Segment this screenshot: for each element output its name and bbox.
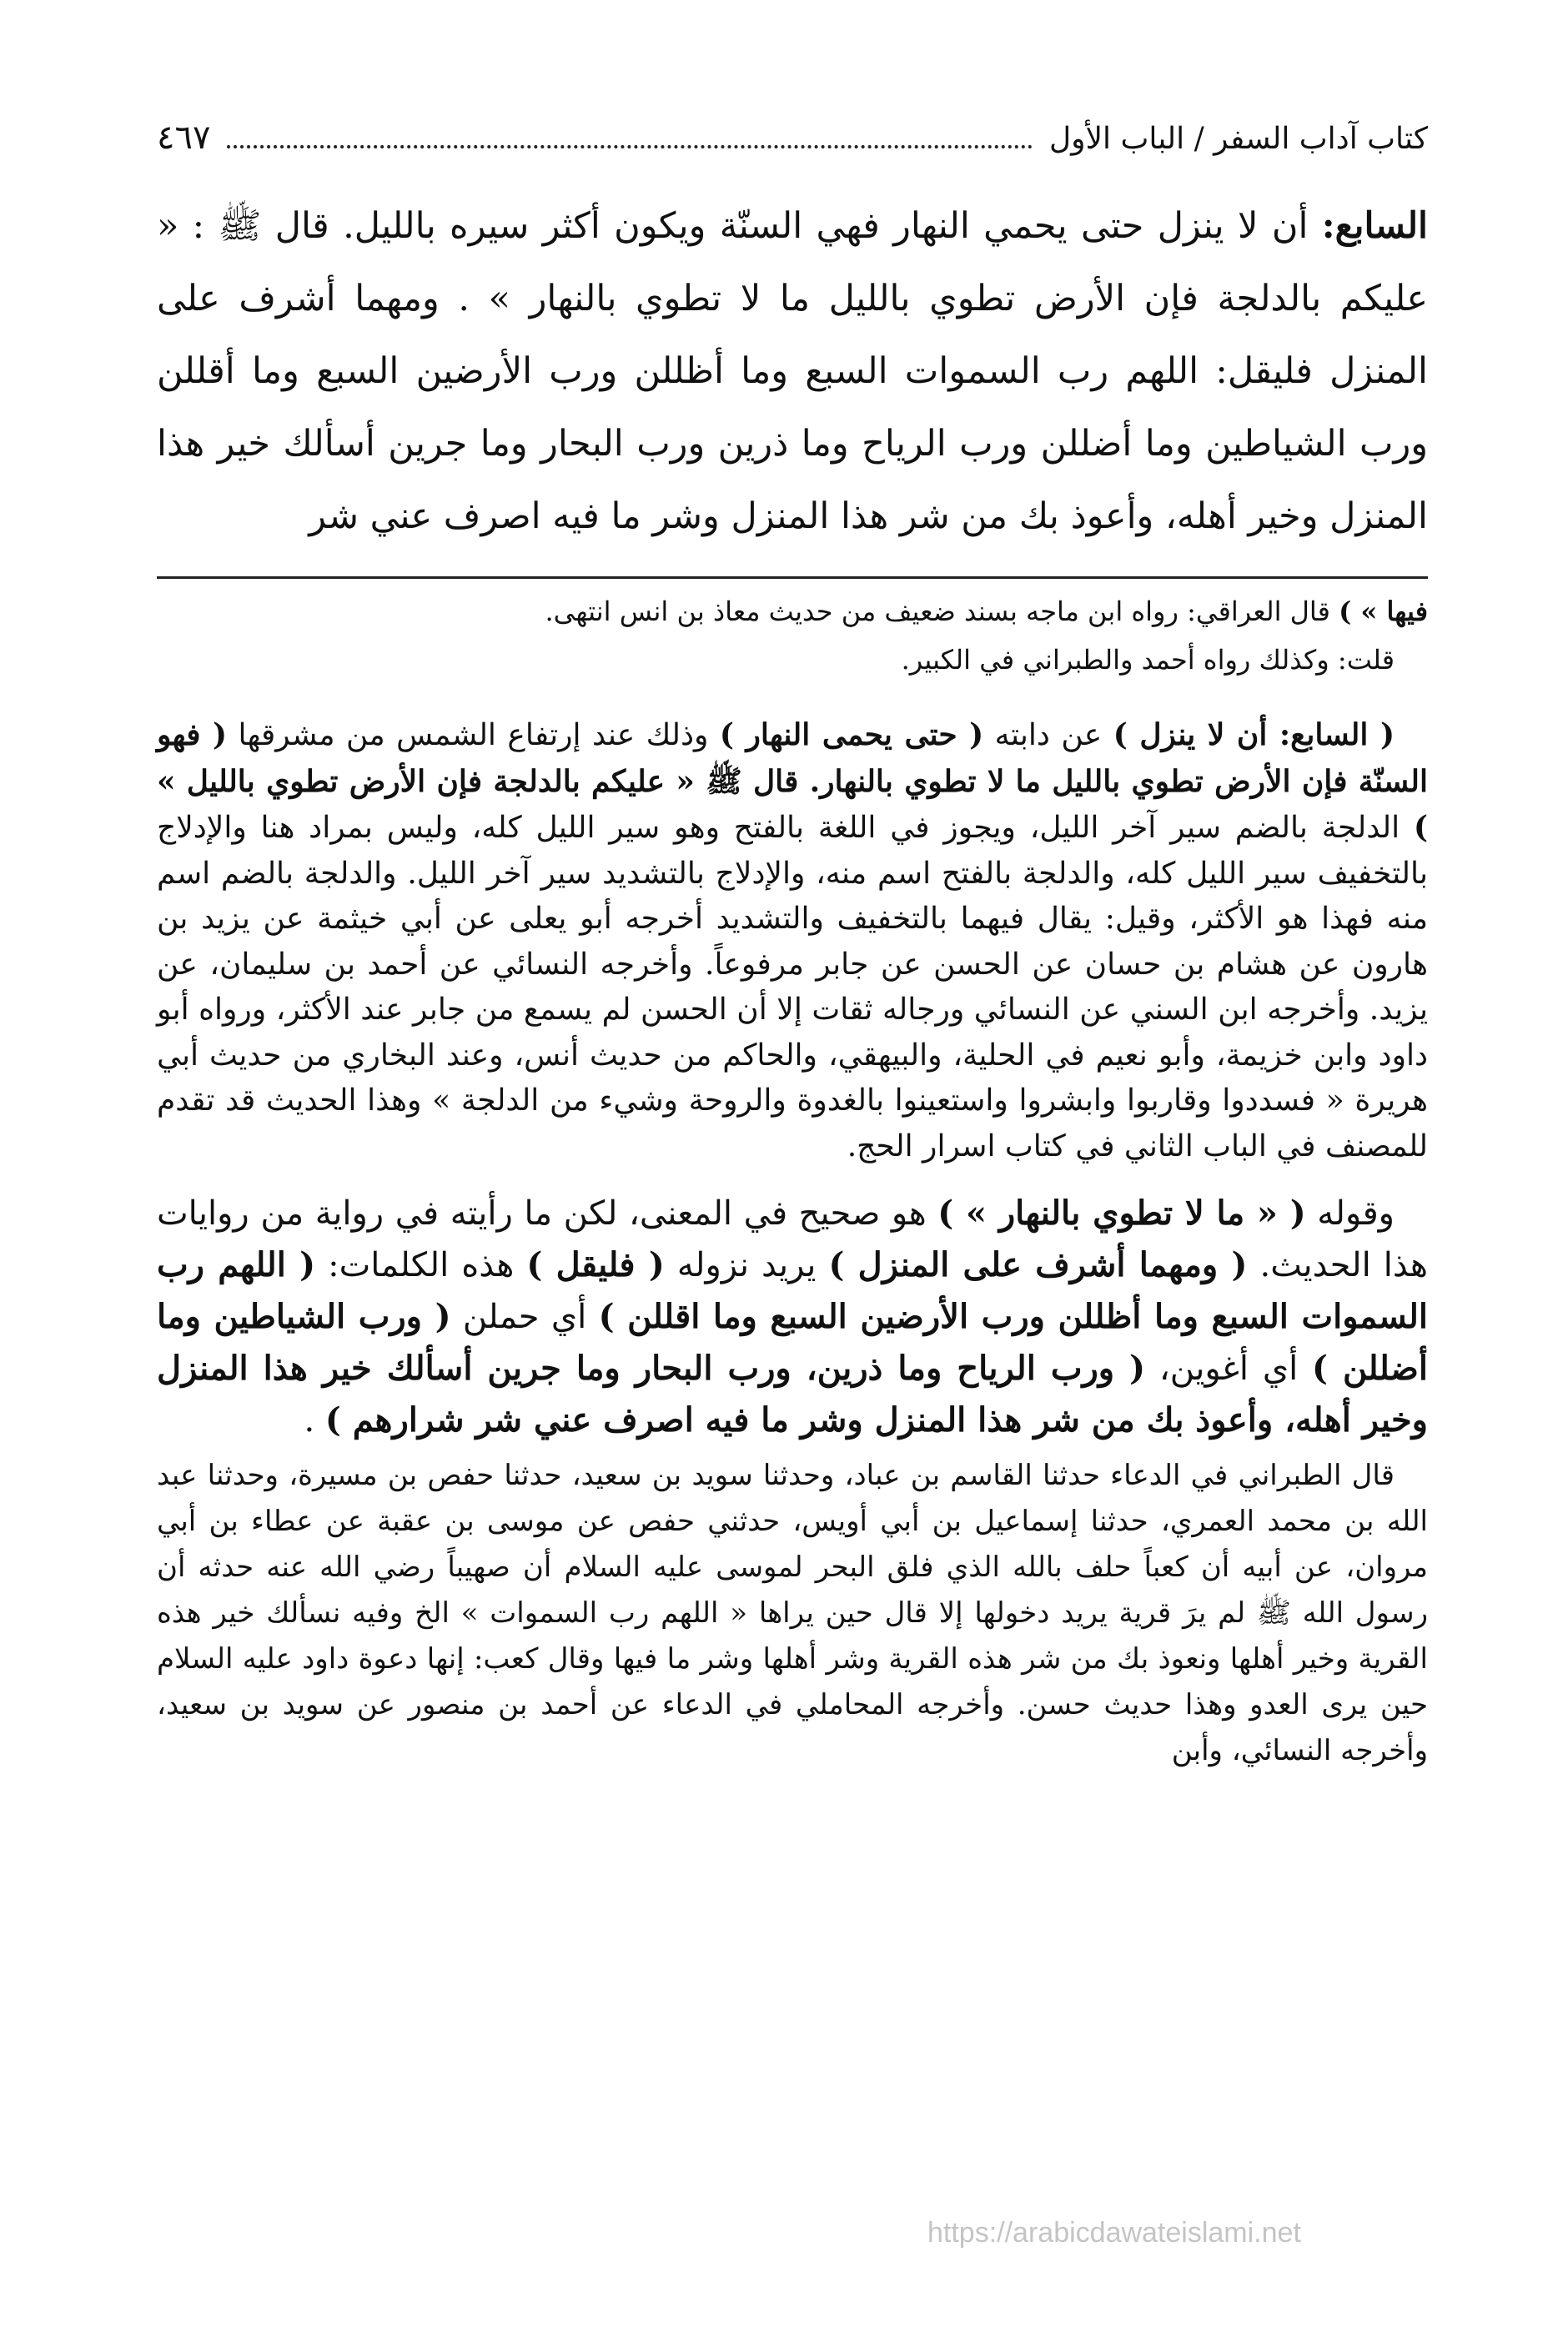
page-number: ٤٦٧	[157, 118, 211, 157]
main-text	[157, 190, 1428, 553]
commentary-2-text-3: هو صحيح في المعنى، لكن ما رأيته في رواية من روايات هذا الحديث.	[157, 1194, 1428, 1284]
book-page	[157, 108, 1428, 1774]
commentary-2-bold-10: ( ورب الشياطين وما أضللن )	[157, 1297, 1428, 1388]
commentary-1-text-6: الدلجة بالضم سير آخر الليل، ويجوز في اللغة بالفتح وهو سير الليل كله، وليس بمراد هنا والإدلاج بالتخفيف سير الليل كله، والدلجة بالفتح اسم منه، والإدلاج بالتشديد سير آخر الليل. والدلجة بالضم اسم منه فهذا هو الأكثر، وقيل: يقال فيهما بالتخفيف والتشديد أخرجه أبو يعلى عن أبي خيثمة عن يزيد بن هارون عن هشام بن حسان عن الحسن عن جابر مرفوعاً. وأخرجه النسائي عن أحمد بن سليمان، عن يزيد. وأخرجه ابن السني عن النسائي ورجاله ثقات إلا أن الحسن لم يسمع من جابر عند الأكثر، ورواه أبو داود وابن خزيمة، وأبو نعيم في الحلية، والبيهقي، والحاكم من حديث أنس، وعند البخاري من حديث أبي هريرة « فسددوا وقاربوا وابشروا واستعينوا بالغدوة والروحة وشيء من الدلجة » وهذا الحديث قد تقدم للمصنف في الباب الثاني في كتاب اسرار الحج.	[157, 811, 1428, 1163]
commentary-2-text-5: يريد نزوله	[664, 1246, 829, 1284]
commentary-3	[157, 1453, 1428, 1774]
commentary-2-text-11: أي أغوين،	[1145, 1349, 1313, 1388]
running-header	[157, 108, 1428, 167]
commentary-2-bold-2: ( « ما لا تطوي بالنهار » )	[937, 1194, 1306, 1233]
commentary-2-bold-12: ( ورب الرياح وما ذرين، ورب البحار وما جرين أسألك خير هذا المنزل وخير أهله، وأعوذ بك من شر هذا المنزل وشر ما فيه اصرف عني شر شرارهم )	[157, 1349, 1428, 1440]
commentary-1-bold-3: ( حتى يحمى النهار )	[719, 717, 984, 752]
commentary-3-paragraph: قال الطبراني في الدعاء حدثنا القاسم بن عباد، وحدثنا سويد بن سعيد، حدثنا حفص بن مسيرة، وحدثنا عبد الله بن محمد العمري، حدثنا إسماعيل بن أبي أويس، حدثني حفص عن موسى بن عقبة عن عطاء بن أبي مروان، عن أبيه أن كعباً حلف بالله الذي فلق البحر لموسى عليه السلام أن صهيباً رضي الله عنه حدثه أن رسول الله ﷺ لم يرَ قرية يريد دخولها إلا قال حين يراها « اللهم رب السموات » الخ وفيه نسألك خير هذه القرية وخير أهلها ونعوذ بك من شر هذه القرية وشر أهلها وشر ما فيها وقال كعب: إنها دعوة داود عليه السلام حين يرى العدو وهذا حديث حسن. وأخرجه المحاملي في الدعاء عن أحمد بن منصور عن سويد بن سعيد، وأخرجه النسائي، وأبن	[157, 1459, 1428, 1767]
commentary-2	[157, 1188, 1428, 1446]
footnote-line-1	[157, 587, 1428, 636]
commentary-1-paragraph	[157, 712, 1428, 1169]
watermark-url: https://arabicdawateislami.net	[927, 2217, 1301, 2249]
footnote-text-1: قال العراقي: رواه ابن ماجه بسند ضعيف من حديث معاذ بن انس انتهى.	[545, 596, 1339, 627]
main-body: أن لا ينزل حتى يحمي النهار فهي السنّة ويكون أكثر سيره بالليل. قال ﷺ : « عليكم بالدلجة فإن الأرض تطوي بالليل ما لا تطوي بالنهار » . ومهما أشرف على المنزل فليقل: اللهم رب السموات السبع وما أظللن ورب الأرضين السبع وما أقللن ورب الشياطين وما أضللن ورب الرياح وما ذرين ورب البحار وما جرين أسألك خير هذا المنزل وخير أهله، وأعوذ بك من شر هذا المنزل وشر ما فيه اصرف عني شر	[157, 205, 1428, 537]
commentary-1-text-2: عن دابته	[983, 718, 1113, 752]
commentary-2-paragraph	[157, 1188, 1428, 1446]
footnote-lead: فيها » )	[1339, 596, 1428, 627]
commentary-2-text-9: أي حملن	[450, 1298, 599, 1336]
header-dot-leader	[227, 145, 1032, 148]
footnote-divider	[157, 576, 1428, 579]
commentary-2-text-7: هذه الكلمات:	[315, 1246, 527, 1284]
commentary-2-bold-4: ( ومهما أشرف على المنزل )	[828, 1245, 1248, 1284]
commentary-1-bold-1: ( السابع: أن لا ينزل )	[1113, 717, 1395, 752]
header-title: كتاب آداب السفر / الباب الأول	[1048, 122, 1428, 156]
footnote	[157, 587, 1428, 684]
commentary-1-bold-5: ( فهو السنّة فإن الأرض تطوي بالليل ما لا تطوي بالنهار. قال ﷺ « عليكم بالدلجة فإن الأرض تطوي بالليل » )	[157, 717, 1428, 845]
commentary-1	[157, 712, 1428, 1169]
footnote-line-2: قلت: وكذلك رواه أحمد والطبراني في الكبير.	[901, 644, 1395, 676]
main-lead: السابع:	[1321, 205, 1428, 247]
commentary-2-text-1: وقوله	[1305, 1194, 1395, 1233]
commentary-2-bold-8: ( اللهم رب السموات السبع وما أظللن ورب الأرضين السبع وما اقللن )	[157, 1245, 1429, 1336]
commentary-2-bold-6: ( فليقل )	[526, 1245, 665, 1284]
commentary-2-text-13: .	[304, 1401, 325, 1440]
commentary-1-text-4: وذلك عند إرتفاع الشمس من مشرقها	[227, 718, 720, 752]
main-paragraph	[157, 190, 1428, 553]
